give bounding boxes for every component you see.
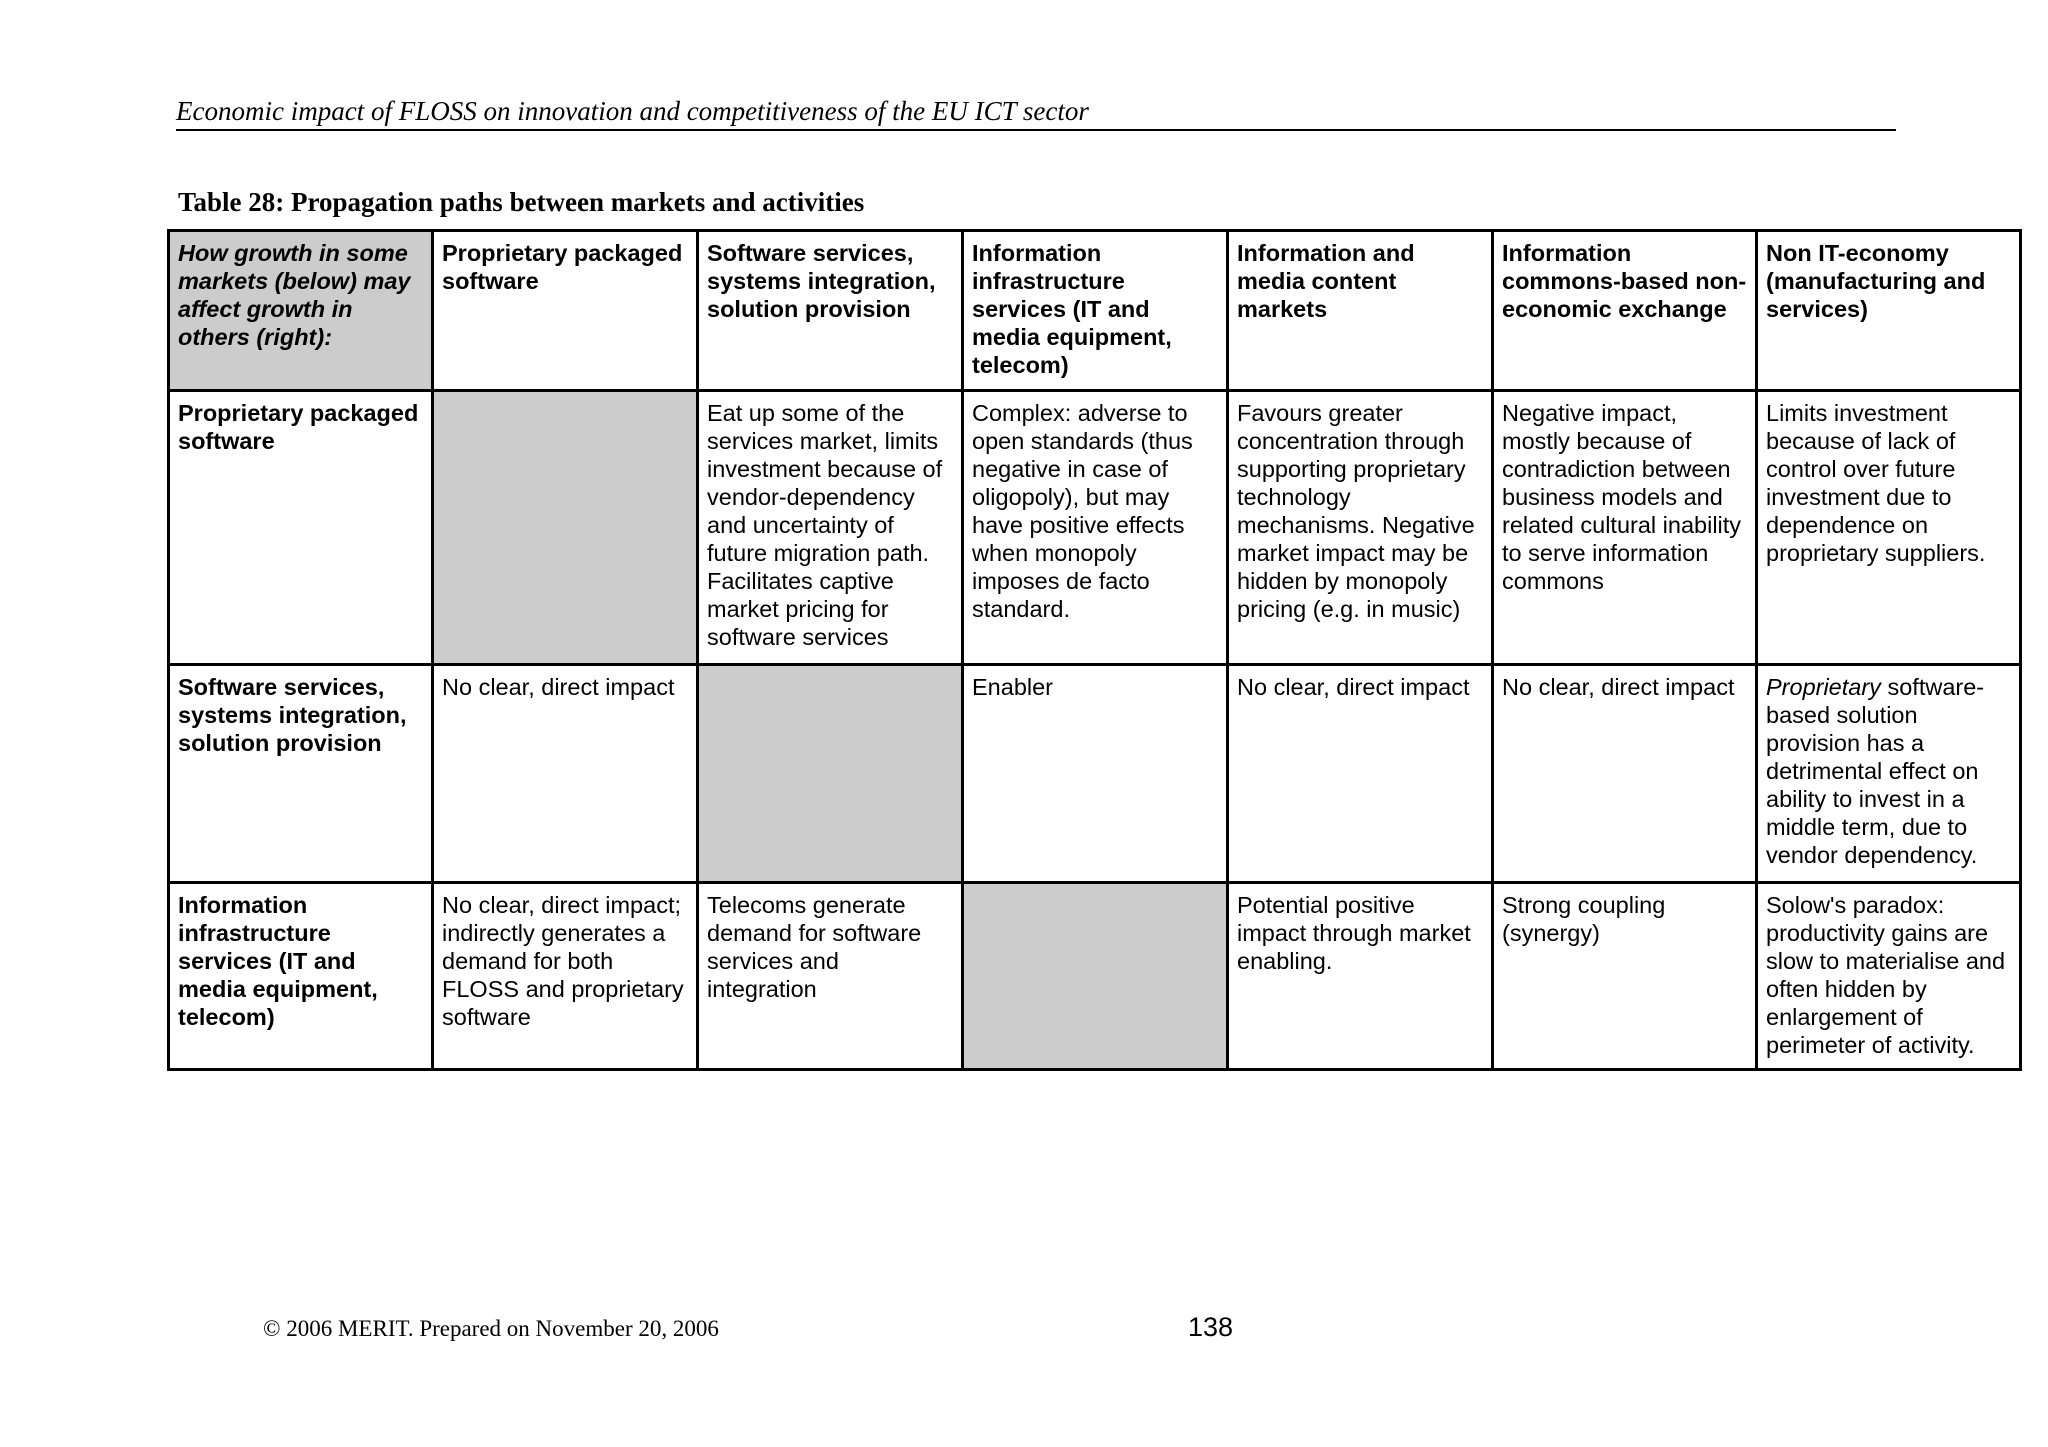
table-cell: No clear, direct impact	[433, 665, 698, 883]
table-cell: No clear, direct impact	[1228, 665, 1493, 883]
column-header: Proprietary packaged software	[433, 231, 698, 391]
column-header: Information commons-based non-economic exchange	[1493, 231, 1757, 391]
table-cell: Strong coupling (synergy)	[1493, 883, 1757, 1070]
table-cell: Solow's paradox: productivity gains are slow to materialise and often hidden by enlargement of perimeter of activity.	[1757, 883, 2021, 1070]
column-header: Information and media content markets	[1228, 231, 1493, 391]
table-cell: Telecoms generate demand for software services and integration	[698, 883, 963, 1070]
row-header: Proprietary packaged software	[169, 391, 433, 665]
table-row	[169, 665, 2021, 883]
table-cell: Enabler	[963, 665, 1228, 883]
table-cell: Limits investment because of lack of control over future investment due to dependence on proprietary suppliers.	[1757, 391, 2021, 665]
table-header-row	[169, 231, 2021, 391]
shaded-diagonal-cell	[698, 665, 963, 883]
footer-copyright: © 2006 MERIT. Prepared on November 20, 2006	[263, 1316, 719, 1341]
table-cell	[1757, 665, 2021, 883]
running-header: Economic impact of FLOSS on innovation and competitiveness of the EU ICT sector	[176, 96, 1896, 131]
row-header: Software services, systems integration, solution provision	[169, 665, 433, 883]
table-cell: Negative impact, mostly because of contradiction between business models and related cultural inability to serve information commons	[1493, 391, 1757, 665]
page-number: 138	[1188, 1312, 1234, 1342]
table-cell: Potential positive impact through market enabling.	[1228, 883, 1493, 1070]
table-row	[169, 391, 2021, 665]
table-cell: No clear, direct impact	[1493, 665, 1757, 883]
shaded-diagonal-cell	[963, 883, 1228, 1070]
table-cell: Complex: adverse to open standards (thus negative in case of oligopoly), but may have positive effects when monopoly imposes de facto standard.	[963, 391, 1228, 665]
cell-text: software-based solution provision has a detrimental effect on ability to invest in a middle term, due to vendor dependency.	[1766, 674, 1985, 868]
table-cell: No clear, direct impact; indirectly generates a demand for both FLOSS and proprietary software	[433, 883, 698, 1070]
shaded-diagonal-cell	[433, 391, 698, 665]
row-header: Information infrastructure services (IT and media equipment, telecom)	[169, 883, 433, 1070]
column-header: Information infrastructure services (IT and media equipment, telecom)	[963, 231, 1228, 391]
table-row	[169, 883, 2021, 1070]
italic-term: Proprietary	[1766, 674, 1881, 700]
table-cell: Eat up some of the services market, limits investment because of vendor-dependency and uncertainty of future migration path. Facilitates captive market pricing for software services	[698, 391, 963, 665]
corner-header-cell: How growth in some markets (below) may affect growth in others (right):	[169, 231, 433, 391]
table-cell: Favours greater concentration through supporting proprietary technology mechanisms. Negative market impact may be hidden by monopoly pricing (e.g. in music)	[1228, 391, 1493, 665]
propagation-table	[167, 229, 2022, 1071]
column-header: Software services, systems integration, solution provision	[698, 231, 963, 391]
table-caption: Table 28: Propagation paths between markets and activities	[178, 187, 865, 217]
column-header: Non IT-economy (manufacturing and services)	[1757, 231, 2021, 391]
